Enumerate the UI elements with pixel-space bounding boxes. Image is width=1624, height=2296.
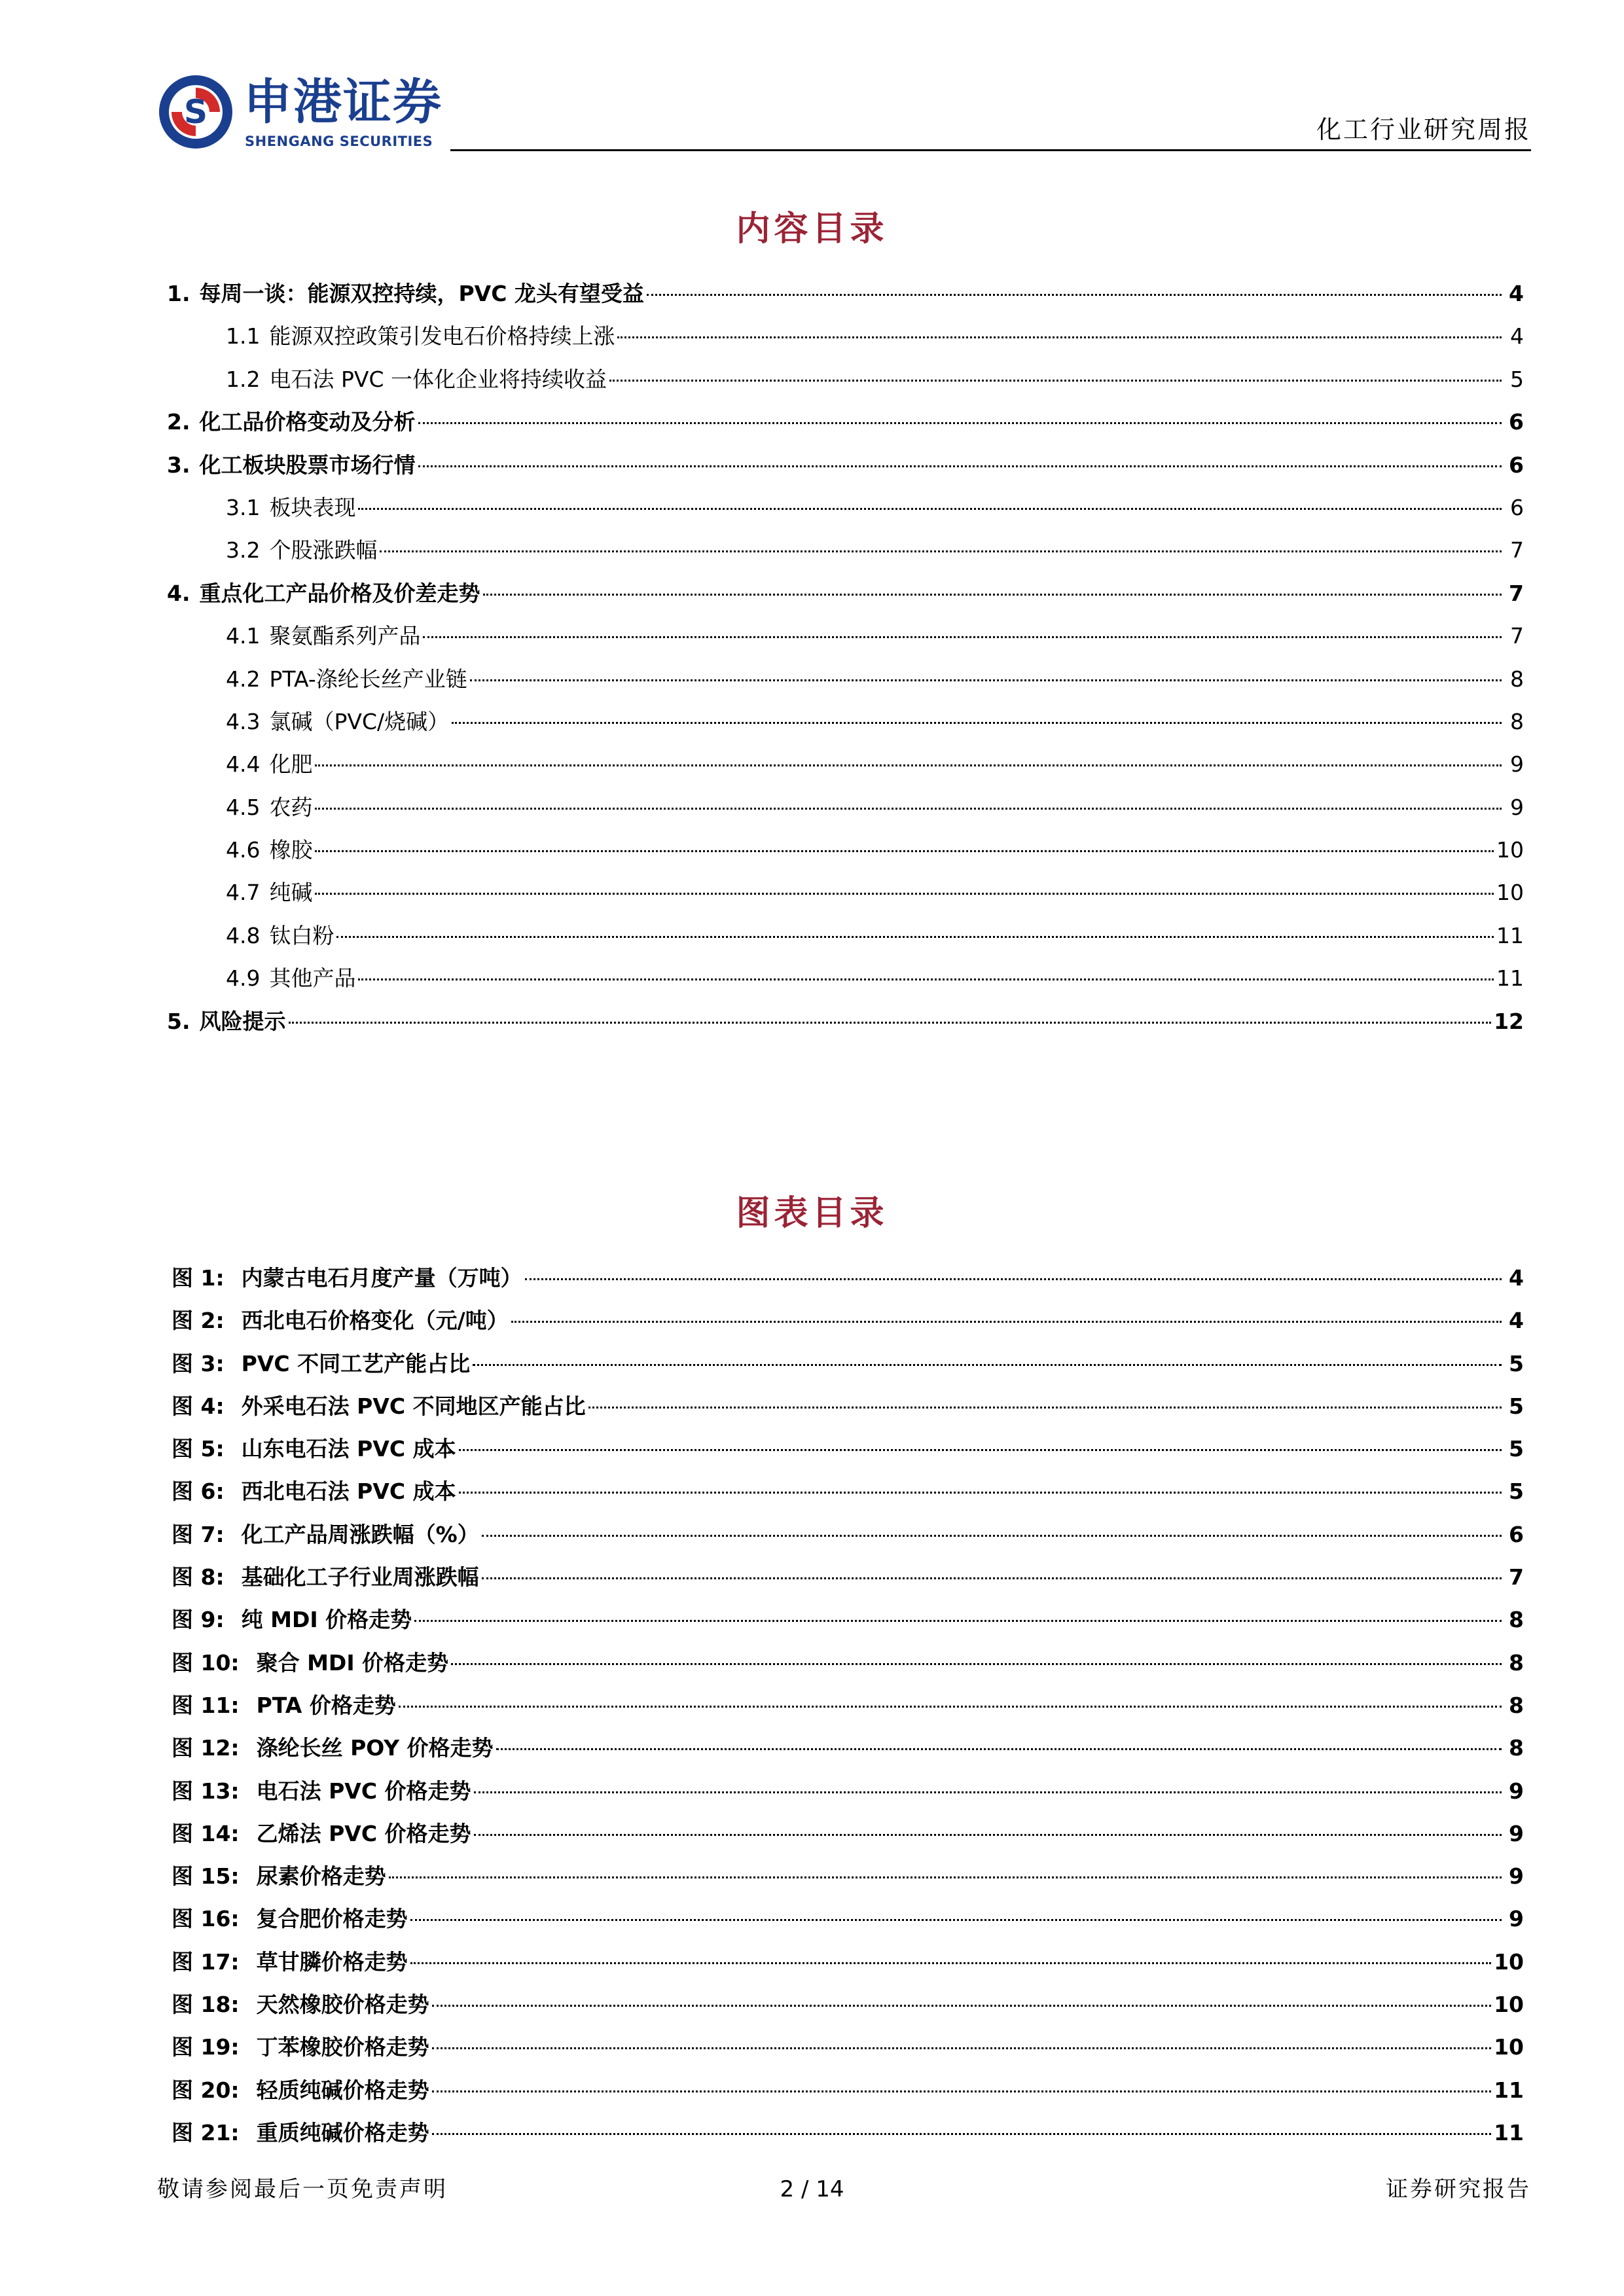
dot-leader [511, 1321, 1502, 1323]
figure-entry[interactable] [171, 1598, 1524, 1641]
toc-entry-text: 化工品价格变动及分析 [199, 409, 416, 435]
figure-entry-label: 图 19: [171, 2034, 240, 2060]
figure-entry[interactable] [171, 1556, 1524, 1598]
figure-entry-label: 图 20: [171, 2077, 240, 2103]
toc-entry[interactable] [167, 572, 1524, 615]
figure-entry-label: 图 17: [171, 1948, 240, 1975]
figure-entry-text: 外采电石法 PVC 不同地区产能占比 [241, 1393, 586, 1419]
toc-entry[interactable] [167, 914, 1524, 957]
dot-leader [432, 2133, 1491, 2135]
figure-entry-label: 图 3: [171, 1350, 225, 1376]
dot-leader [399, 1706, 1502, 1708]
toc-entry[interactable] [167, 315, 1524, 357]
figure-entry-label: 图 21: [171, 2119, 240, 2145]
figure-entry-label: 图 11: [171, 1692, 240, 1718]
dot-leader [482, 1535, 1502, 1537]
toc-entry-page: 9 [1510, 751, 1524, 778]
figure-entry-text: PVC 不同工艺产能占比 [241, 1350, 471, 1376]
figure-entry-text: 天然橡胶价格走势 [256, 1992, 429, 2018]
toc-entry-page: 12 [1494, 1008, 1524, 1034]
toc-entry-page: 8 [1510, 708, 1524, 734]
toc-entry-number: 2. [167, 409, 190, 435]
toc-entry-text: 能源双控政策引发电石价格持续上涨 [269, 323, 615, 350]
toc-entry-number: 4.3 [226, 708, 261, 734]
dot-leader [647, 294, 1502, 296]
toc-entry[interactable] [167, 658, 1524, 700]
company-logo-icon [157, 73, 234, 151]
toc-entry-number: 4.9 [226, 965, 261, 992]
figure-entry-text: 基础化工子行业周涨跌幅 [241, 1564, 479, 1590]
figure-entry-label: 图 14: [171, 1820, 240, 1846]
footer-disclaimer: 敬请参阅最后一页免责声明 [157, 2176, 448, 2202]
figure-entry[interactable] [171, 1941, 1524, 1983]
dot-leader [358, 978, 1494, 980]
toc-entry-number: 3. [167, 452, 190, 478]
dot-leader [410, 1962, 1491, 1964]
figure-entry[interactable] [171, 1855, 1524, 1897]
figure-entry[interactable] [171, 1684, 1524, 1727]
toc-entry-text: 氯碱（PVC/烧碱） [269, 708, 450, 734]
figure-entry-label: 图 12: [171, 1735, 240, 1761]
toc-entry-number: 1. [167, 281, 190, 306]
figure-entry-page: 9 [1509, 1863, 1524, 1890]
toc-entry[interactable] [167, 615, 1524, 657]
figure-entry-page: 10 [1494, 1948, 1524, 1975]
dot-leader [483, 594, 1502, 596]
figure-entry[interactable] [171, 1770, 1524, 1812]
toc-entry-text: 化工板块股票市场行情 [199, 452, 416, 478]
toc-list [167, 272, 1524, 1043]
toc-entry-text: 聚氨酯系列产品 [269, 623, 421, 649]
figure-entry-text: 聚合 MDI 价格走势 [256, 1649, 449, 1676]
toc-entry-number: 4.8 [226, 922, 261, 948]
figure-entry-page: 5 [1509, 1479, 1524, 1505]
toc-entry-text: 纯碱 [269, 880, 313, 906]
toc-entry[interactable] [167, 786, 1524, 829]
dot-leader [451, 1663, 1502, 1665]
dot-leader [389, 1876, 1502, 1878]
toc-entry-page: 5 [1510, 366, 1524, 392]
toc-entry-text: 化肥 [269, 751, 313, 778]
toc-entry-number: 4.5 [226, 794, 261, 820]
figure-entry[interactable] [171, 2026, 1524, 2068]
footer-doc-type: 证券研究报告 [1386, 2176, 1531, 2202]
svg-text:S: S [183, 93, 208, 131]
toc-entry-number: 4. [167, 580, 190, 606]
toc-entry-number: 3.1 [226, 494, 261, 520]
figure-entry-page: 5 [1509, 1393, 1524, 1419]
figure-entry-page: 4 [1509, 1265, 1524, 1291]
toc-entry[interactable] [167, 957, 1524, 999]
figure-entry-label: 图 1: [171, 1265, 225, 1291]
figure-entry-text: 涤纶长丝 POY 价格走势 [256, 1735, 494, 1761]
figure-entry-label: 图 7: [171, 1521, 225, 1547]
toc-entry-text: 橡胶 [269, 837, 313, 863]
figure-entry[interactable] [171, 1513, 1524, 1556]
figure-entry[interactable] [171, 1299, 1524, 1342]
figure-entry[interactable] [171, 2111, 1524, 2154]
toc-entry-text: 每周一谈：能源双控持续，PVC 龙头有望受益 [199, 281, 644, 306]
figure-entry-page: 9 [1509, 1906, 1524, 1932]
toc-entry-page: 7 [1510, 537, 1524, 564]
figure-entry-label: 图 4: [171, 1393, 225, 1419]
toc-entry-page: 4 [1510, 323, 1524, 350]
dot-leader [432, 2090, 1491, 2092]
dot-leader [525, 1278, 1502, 1280]
dot-leader [380, 550, 1502, 552]
figure-entry-label: 图 10: [171, 1649, 240, 1676]
toc-entry-number: 5. [167, 1008, 190, 1034]
toc-entry-page: 6 [1509, 452, 1524, 478]
figure-entry-label: 图 6: [171, 1479, 225, 1505]
figure-entry-text: 丁苯橡胶价格走势 [256, 2034, 429, 2060]
figure-entry[interactable] [171, 1727, 1524, 1769]
figure-entry-page: 7 [1509, 1564, 1524, 1590]
dot-leader [414, 1620, 1502, 1622]
toc-entry[interactable] [167, 743, 1524, 785]
figure-entry[interactable] [171, 1257, 1524, 1299]
toc-entry-number: 4.7 [226, 880, 261, 906]
dot-leader [470, 679, 1502, 681]
toc-entry[interactable] [167, 529, 1524, 571]
logo-english-name: SHENGANG SECURITIES [245, 134, 433, 149]
figure-entry-text: 复合肥价格走势 [256, 1906, 408, 1932]
dot-leader [315, 764, 1502, 766]
dot-leader [496, 1748, 1502, 1750]
toc-entry-page: 7 [1510, 623, 1524, 649]
figure-entry-label: 图 13: [171, 1778, 240, 1804]
dot-leader [315, 893, 1494, 895]
toc-entry[interactable] [167, 700, 1524, 743]
figure-entry-text: 乙烯法 PVC 价格走势 [256, 1820, 471, 1846]
toc-entry[interactable] [167, 358, 1524, 401]
figure-entry[interactable] [171, 1385, 1524, 1427]
report-type-title: 化工行业研究周报 [1316, 115, 1531, 144]
figure-entry[interactable] [171, 1983, 1524, 2026]
toc-entry[interactable] [167, 272, 1524, 315]
page-number: 2 / 14 [780, 2176, 844, 2202]
figure-entry-text: PTA 价格走势 [256, 1692, 396, 1718]
dot-leader [474, 1834, 1502, 1836]
dot-leader [418, 422, 1502, 424]
toc-entry-page: 8 [1510, 666, 1524, 692]
figure-entry-label: 图 16: [171, 1906, 240, 1932]
dot-leader [459, 1492, 1502, 1494]
page-footer [0, 2173, 1624, 2212]
figure-entry-label: 图 2: [171, 1308, 225, 1334]
toc-entry[interactable] [167, 871, 1524, 914]
toc-entry[interactable] [167, 1000, 1524, 1043]
dot-leader [315, 808, 1502, 810]
figure-entry-label: 图 5: [171, 1436, 225, 1462]
figure-list-title: 图表目录 [736, 1194, 888, 1233]
figure-entry-page: 6 [1509, 1521, 1524, 1547]
figure-entry[interactable] [171, 1812, 1524, 1855]
figure-entry-page: 9 [1509, 1820, 1524, 1846]
logo-chinese-name: 申港证券 [244, 74, 442, 130]
dot-leader [410, 1919, 1502, 1921]
figure-entry-text: 纯 MDI 价格走势 [241, 1607, 412, 1633]
toc-entry[interactable] [167, 444, 1524, 486]
figure-entry-page: 10 [1494, 1992, 1524, 2018]
dot-leader [482, 1577, 1502, 1579]
dot-leader [452, 722, 1502, 724]
figure-entry-label: 图 18: [171, 1992, 240, 2018]
figure-entry-page: 4 [1509, 1308, 1524, 1334]
figure-entry-text: 西北电石法 PVC 成本 [241, 1479, 456, 1505]
toc-entry-text: 风险提示 [199, 1008, 286, 1034]
figure-entry-page: 9 [1509, 1778, 1524, 1804]
figure-entry-page: 8 [1509, 1607, 1524, 1633]
toc-entry-page: 10 [1496, 880, 1524, 906]
dot-leader [289, 1022, 1492, 1024]
dot-leader [432, 2005, 1491, 2007]
dot-leader [432, 2047, 1491, 2049]
dot-leader [418, 465, 1502, 467]
dot-leader [336, 936, 1494, 938]
toc-entry-page: 11 [1496, 922, 1524, 948]
page-header [0, 0, 1624, 157]
toc-entry-page: 10 [1496, 837, 1524, 863]
figure-entry-page: 8 [1509, 1735, 1524, 1761]
figure-entry-text: 草甘膦价格走势 [256, 1948, 408, 1975]
dot-leader [423, 636, 1502, 638]
toc-entry-page: 9 [1510, 794, 1524, 820]
figure-entry[interactable] [171, 1897, 1524, 1940]
toc-entry[interactable] [167, 401, 1524, 443]
toc-entry-page: 7 [1509, 580, 1524, 606]
dot-leader [315, 850, 1494, 852]
dot-leader [609, 380, 1502, 382]
toc-entry-text: 板块表现 [269, 494, 356, 520]
toc-entry-number: 4.1 [226, 623, 261, 649]
figure-entry-text: 山东电石法 PVC 成本 [241, 1436, 456, 1462]
dot-leader [588, 1407, 1502, 1408]
toc-entry[interactable] [167, 486, 1524, 529]
dot-leader [473, 1364, 1502, 1366]
toc-entry-number: 4.6 [226, 837, 261, 863]
toc-entry-page: 4 [1509, 281, 1524, 306]
dot-leader [617, 336, 1502, 338]
company-logo [157, 73, 442, 158]
figure-entry-text: 电石法 PVC 价格走势 [256, 1778, 471, 1804]
figure-entry-page: 8 [1509, 1692, 1524, 1718]
toc-entry-page: 11 [1496, 965, 1524, 992]
toc-entry-number: 4.4 [226, 751, 261, 778]
toc-entry-number: 4.2 [226, 666, 261, 692]
dot-leader [474, 1791, 1502, 1793]
dot-leader [358, 508, 1502, 510]
toc-entry[interactable] [167, 829, 1524, 871]
figure-entry-label: 图 15: [171, 1863, 240, 1890]
toc-entry-text: 电石法 PVC 一体化企业将持续收益 [269, 366, 607, 392]
figure-entry-page: 5 [1509, 1436, 1524, 1462]
figure-entry-text: 轻质纯碱价格走势 [256, 2077, 429, 2103]
figure-entry-page: 5 [1509, 1350, 1524, 1376]
toc-entry-page: 6 [1509, 409, 1524, 435]
figure-entry-text: 西北电石价格变化（元/吨） [241, 1308, 509, 1334]
figure-entry-text: 重质纯碱价格走势 [256, 2119, 429, 2145]
toc-entry-number: 3.2 [226, 537, 261, 564]
toc-entry-text: 其他产品 [269, 965, 356, 992]
toc-entry-text: PTA-涤纶长丝产业链 [269, 666, 467, 692]
toc-entry-text: 农药 [269, 794, 313, 820]
toc-entry-page: 6 [1510, 494, 1524, 520]
figure-entry-page: 8 [1509, 1649, 1524, 1676]
figure-entry-label: 图 8: [171, 1564, 225, 1590]
figure-entry-page: 11 [1494, 2119, 1524, 2145]
toc-entry-number: 1.1 [226, 323, 261, 350]
toc-entry-text: 个股涨跌幅 [269, 537, 378, 564]
figure-entry-label: 图 9: [171, 1607, 225, 1633]
toc-title: 内容目录 [736, 209, 888, 249]
figure-list [171, 1257, 1524, 2154]
figure-entry[interactable] [171, 1641, 1524, 1684]
figure-entry-text: 尿素价格走势 [256, 1863, 386, 1890]
toc-entry-text: 重点化工产品价格及价差走势 [199, 580, 480, 606]
figure-entry[interactable] [171, 1342, 1524, 1385]
header-divider [450, 149, 1531, 151]
figure-entry-page: 10 [1494, 2034, 1524, 2060]
figure-entry[interactable] [171, 1427, 1524, 1470]
figure-entry[interactable] [171, 1470, 1524, 1513]
figure-entry-text: 化工产品周涨跌幅（%） [241, 1521, 479, 1547]
figure-entry-text: 内蒙古电石月度产量（万吨） [241, 1265, 522, 1291]
figure-entry[interactable] [171, 2069, 1524, 2111]
figure-entry-page: 11 [1494, 2077, 1524, 2103]
dot-leader [459, 1449, 1502, 1451]
toc-entry-number: 1.2 [226, 366, 261, 392]
toc-entry-text: 钛白粉 [269, 922, 334, 948]
